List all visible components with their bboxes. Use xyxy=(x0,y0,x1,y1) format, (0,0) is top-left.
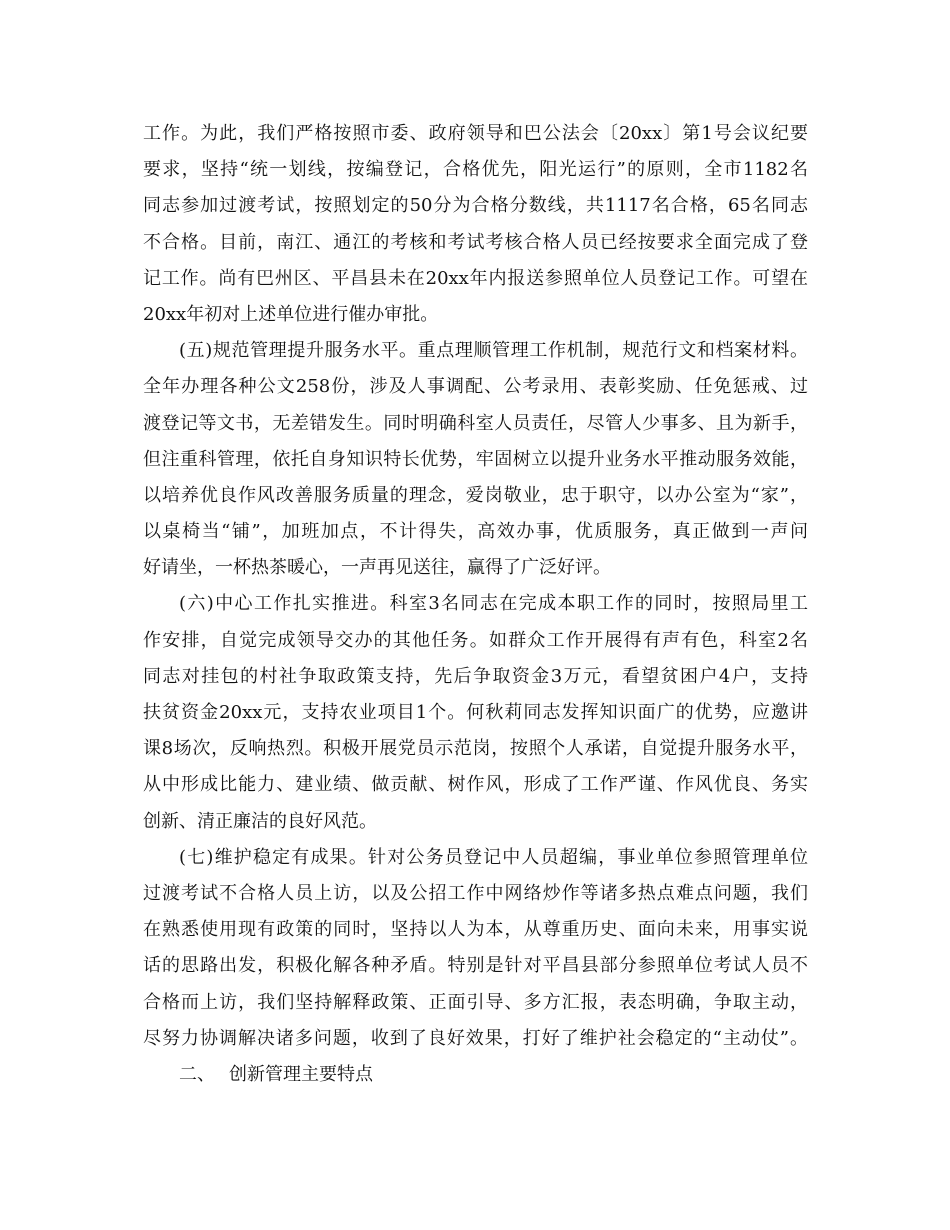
section-heading xyxy=(143,1057,808,1093)
text-line: (七)维护稳定有成果。针对公务员登记中人员超编，事业单位参照管理单位 xyxy=(179,846,808,868)
text-line: (六)中心工作扎实推进。科室3名同志在完成本职工作的同时，按照局里工 xyxy=(179,593,808,615)
text-line: 不合格。目前，南江、通江的考核和考试考核合格人员已经按要求全面完成了登 xyxy=(143,231,808,253)
text-line: 尽努力协调解决诸多问题，收到了良好效果，打好了维护社会稳定的“主动仗”。 xyxy=(143,1027,808,1049)
section-title: 创新管理主要特点 xyxy=(229,1063,373,1085)
document-body xyxy=(143,116,808,1093)
text-line: 20xx年初对上述单位进行催办审批。 xyxy=(143,303,439,325)
text-line: 合格而上访，我们坚持解释政策、正面引导、多方汇报，表态明确，争取主动， xyxy=(143,991,808,1013)
text-line: 课8场次，反响热烈。积极开展党员示范岗，按照个人承诺，自觉提升服务水平， xyxy=(143,738,808,760)
text-line: 过渡考试不合格人员上访，以及公招工作中网络炒作等诸多热点难点问题，我们 xyxy=(143,882,808,904)
text-line: 创新、清正廉洁的良好风范。 xyxy=(143,810,377,832)
text-line: 同志对挂包的村社争取政策支持，先后争取资金3万元，看望贫困户4户，支持 xyxy=(143,665,808,687)
paragraph-five xyxy=(143,333,808,586)
text-line: 从中形成比能力、建业绩、做贡献、树作风，形成了工作严谨、作风优良、务实 xyxy=(143,774,808,796)
text-line: 工作。为此，我们严格按照市委、政府领导和巴公法会〔20xx〕第1号会议纪要 xyxy=(143,123,808,144)
text-line: 全年办理各种公文258份，涉及人事调配、公考录用、表彰奖励、任免惩戒、过 xyxy=(143,376,808,398)
text-line: 渡登记等文书，无差错发生。同时明确科室人员责任，尽管人少事多、且为新手， xyxy=(143,412,808,434)
text-line: 记工作。尚有巴州区、平昌县未在20xx年内报送参照单位人员登记工作。可望在 xyxy=(143,267,808,289)
text-line: (五)规范管理提升服务水平。重点理顺管理工作机制，规范行文和档案材料。 xyxy=(179,340,808,362)
text-line: 同志参加过渡考试，按照划定的50分为合格分数线，共1117名合格，65名同志 xyxy=(143,195,808,217)
text-line: 作安排，自觉完成领导交办的其他任务。如群众工作开展得有声有色，科室2名 xyxy=(143,629,808,651)
paragraph-six xyxy=(143,586,808,839)
section-number: 二、 xyxy=(179,1063,215,1085)
text-line: 好请坐，一杯热茶暖心，一声再见送往，赢得了广泛好评。 xyxy=(143,557,611,579)
text-line: 以桌椅当“铺”，加班加点，不计得失，高效办事，优质服务，真正做到一声问 xyxy=(143,521,808,543)
text-line: 要求，坚持“统一划线，按编登记，合格优先，阳光运行”的原则，全市1182名 xyxy=(143,159,808,181)
paragraph-seven xyxy=(143,840,808,1057)
text-line: 扶贫资金20xx元，支持农业项目1个。何秋莉同志发挥知识面广的优势，应邀讲 xyxy=(143,702,808,723)
text-line: 在熟悉使用现有政策的同时，坚持以人为本，从尊重历史、面向未来，用事实说 xyxy=(143,919,808,941)
text-line: 但注重科管理，依托自身知识特长优势，牢固树立以提升业务水平推动服务效能， xyxy=(143,448,808,470)
paragraph-intro-continued xyxy=(143,116,808,333)
text-line: 话的思路出发，积极化解各种矛盾。特别是针对平昌县部分参照单位考试人员不 xyxy=(143,955,808,977)
text-line: 以培养优良作风改善服务质量的理念，爱岗敬业，忠于职守，以办公室为“家”， xyxy=(143,484,808,506)
